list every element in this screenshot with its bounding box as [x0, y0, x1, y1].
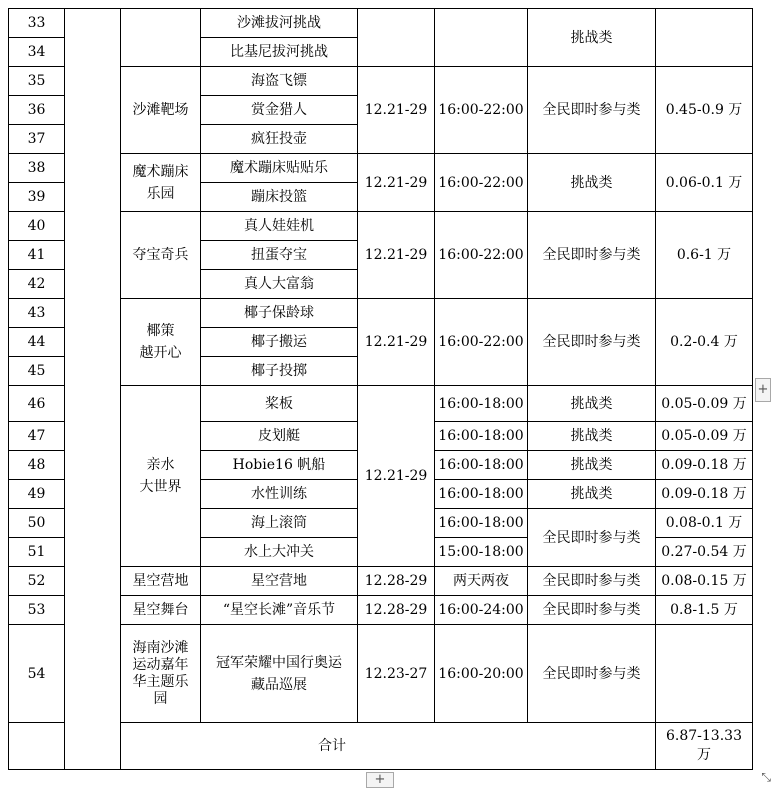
date-cell: 12.21-29: [358, 386, 435, 567]
zone-name: 椰策 越开心: [121, 299, 201, 386]
row-number: 38: [9, 154, 65, 183]
type-cell: 挑战类: [528, 386, 656, 422]
activity-name: 椰子投掷: [201, 357, 358, 386]
activity-name: 椰子搬运: [201, 328, 358, 357]
activity-name: 赏金猎人: [201, 96, 358, 125]
row-number: 44: [9, 328, 65, 357]
date-cell: [358, 9, 435, 67]
type-cell: 挑战类: [528, 154, 656, 212]
activity-budget-table: [8, 8, 753, 770]
time-cell: 16:00-22:00: [435, 212, 528, 299]
type-cell: 全民即时参与类: [528, 509, 656, 567]
row-number: 46: [9, 386, 65, 422]
row-number: 47: [9, 422, 65, 451]
add-column-button[interactable]: +: [755, 378, 771, 402]
type-cell: 全民即时参与类: [528, 567, 656, 596]
time-cell: 16:00-20:00: [435, 625, 528, 723]
activity-name: 桨板: [201, 386, 358, 422]
activity-name: “星空长滩”音乐节: [201, 596, 358, 625]
row-number: 53: [9, 596, 65, 625]
activity-name: Hobie16 帆船: [201, 451, 358, 480]
activity-name: 水性训练: [201, 480, 358, 509]
row-number: 48: [9, 451, 65, 480]
time-cell: 16:00-24:00: [435, 596, 528, 625]
row-number: 37: [9, 125, 65, 154]
row-number: 50: [9, 509, 65, 538]
date-cell: 12.21-29: [358, 67, 435, 154]
type-cell: 全民即时参与类: [528, 625, 656, 723]
row-number: 39: [9, 183, 65, 212]
budget-cell: 0.05-0.09 万: [656, 386, 753, 422]
zone-name: 星空舞台: [121, 596, 201, 625]
type-cell: 全民即时参与类: [528, 67, 656, 154]
time-cell: 16:00-18:00: [435, 451, 528, 480]
time-cell: 16:00-18:00: [435, 480, 528, 509]
budget-cell: 0.06-0.1 万: [656, 154, 753, 212]
table-resize-handle-icon[interactable]: ⤡: [761, 770, 771, 784]
zone-name: 魔术蹦床 乐园: [121, 154, 201, 212]
zone-name: 海南沙滩 运动嘉年 华主题乐 园: [121, 625, 201, 723]
activity-name: 海上滚筒: [201, 509, 358, 538]
time-cell: 16:00-18:00: [435, 422, 528, 451]
budget-cell: 0.45-0.9 万: [656, 67, 753, 154]
budget-cell: 0.09-0.18 万: [656, 451, 753, 480]
time-cell: 16:00-22:00: [435, 67, 528, 154]
add-row-button[interactable]: +: [366, 772, 394, 788]
total-label: 合计: [9, 723, 656, 770]
activity-name: 蹦床投篮: [201, 183, 358, 212]
time-cell: 16:00-22:00: [435, 154, 528, 212]
time-cell: 16:00-22:00: [435, 299, 528, 386]
category-cell: [65, 9, 121, 770]
time-cell: 16:00-18:00: [435, 386, 528, 422]
zone-name: 星空营地: [121, 567, 201, 596]
activity-name: 魔术蹦床贴贴乐: [201, 154, 358, 183]
zone-name: 亲水 大世界: [121, 386, 201, 567]
budget-cell: 0.08-0.1 万: [656, 509, 753, 538]
activity-name: 比基尼拔河挑战: [201, 38, 358, 67]
budget-cell: 0.27-0.54 万: [656, 538, 753, 567]
budget-cell: [656, 9, 753, 67]
time-cell: 两天两夜: [435, 567, 528, 596]
type-cell: 全民即时参与类: [528, 212, 656, 299]
row-number: 52: [9, 567, 65, 596]
budget-cell: 0.2-0.4 万: [656, 299, 753, 386]
date-cell: 12.28-29: [358, 596, 435, 625]
row-number: 35: [9, 67, 65, 96]
type-cell: 全民即时参与类: [528, 299, 656, 386]
type-cell: 全民即时参与类: [528, 596, 656, 625]
row-number: 41: [9, 241, 65, 270]
row-number: 34: [9, 38, 65, 67]
zone-name: 沙滩靶场: [121, 67, 201, 154]
row-number: 43: [9, 299, 65, 328]
budget-cell: 0.05-0.09 万: [656, 422, 753, 451]
row-number: 36: [9, 96, 65, 125]
budget-cell: 0.09-0.18 万: [656, 480, 753, 509]
row-number: 45: [9, 357, 65, 386]
budget-cell: 0.6-1 万: [656, 212, 753, 299]
activity-name: 扭蛋夺宝: [201, 241, 358, 270]
budget-cell: 0.08-0.15 万: [656, 567, 753, 596]
type-cell: 挑战类: [528, 451, 656, 480]
time-cell: 16:00-18:00: [435, 509, 528, 538]
activity-name: 海盗飞镖: [201, 67, 358, 96]
row-number: 33: [9, 9, 65, 38]
activity-name: 沙滩拔河挑战: [201, 9, 358, 38]
total-value: 6.87-13.33 万: [656, 723, 753, 770]
budget-cell: [656, 625, 753, 723]
date-cell: 12.21-29: [358, 212, 435, 299]
date-cell: 12.21-29: [358, 154, 435, 212]
date-cell: 12.21-29: [358, 299, 435, 386]
date-cell: 12.23-27: [358, 625, 435, 723]
zone-cell: [121, 9, 201, 67]
row-number: 40: [9, 212, 65, 241]
time-cell: [435, 9, 528, 67]
row-number: 54: [9, 625, 65, 723]
activity-name: 疯狂投壶: [201, 125, 358, 154]
type-cell: 挑战类: [528, 9, 656, 67]
row-number: 49: [9, 480, 65, 509]
activity-name: 冠军荣耀中国行奥运 藏品巡展: [201, 625, 358, 723]
row-number: 51: [9, 538, 65, 567]
row-number: 42: [9, 270, 65, 299]
date-cell: 12.28-29: [358, 567, 435, 596]
activity-name: 椰子保龄球: [201, 299, 358, 328]
type-cell: 挑战类: [528, 422, 656, 451]
activity-name: 真人娃娃机: [201, 212, 358, 241]
activity-name: 皮划艇: [201, 422, 358, 451]
activity-name: 水上大冲关: [201, 538, 358, 567]
activity-name: 星空营地: [201, 567, 358, 596]
zone-name: 夺宝奇兵: [121, 212, 201, 299]
time-cell: 15:00-18:00: [435, 538, 528, 567]
budget-cell: 0.8-1.5 万: [656, 596, 753, 625]
activity-name: 真人大富翁: [201, 270, 358, 299]
type-cell: 挑战类: [528, 480, 656, 509]
